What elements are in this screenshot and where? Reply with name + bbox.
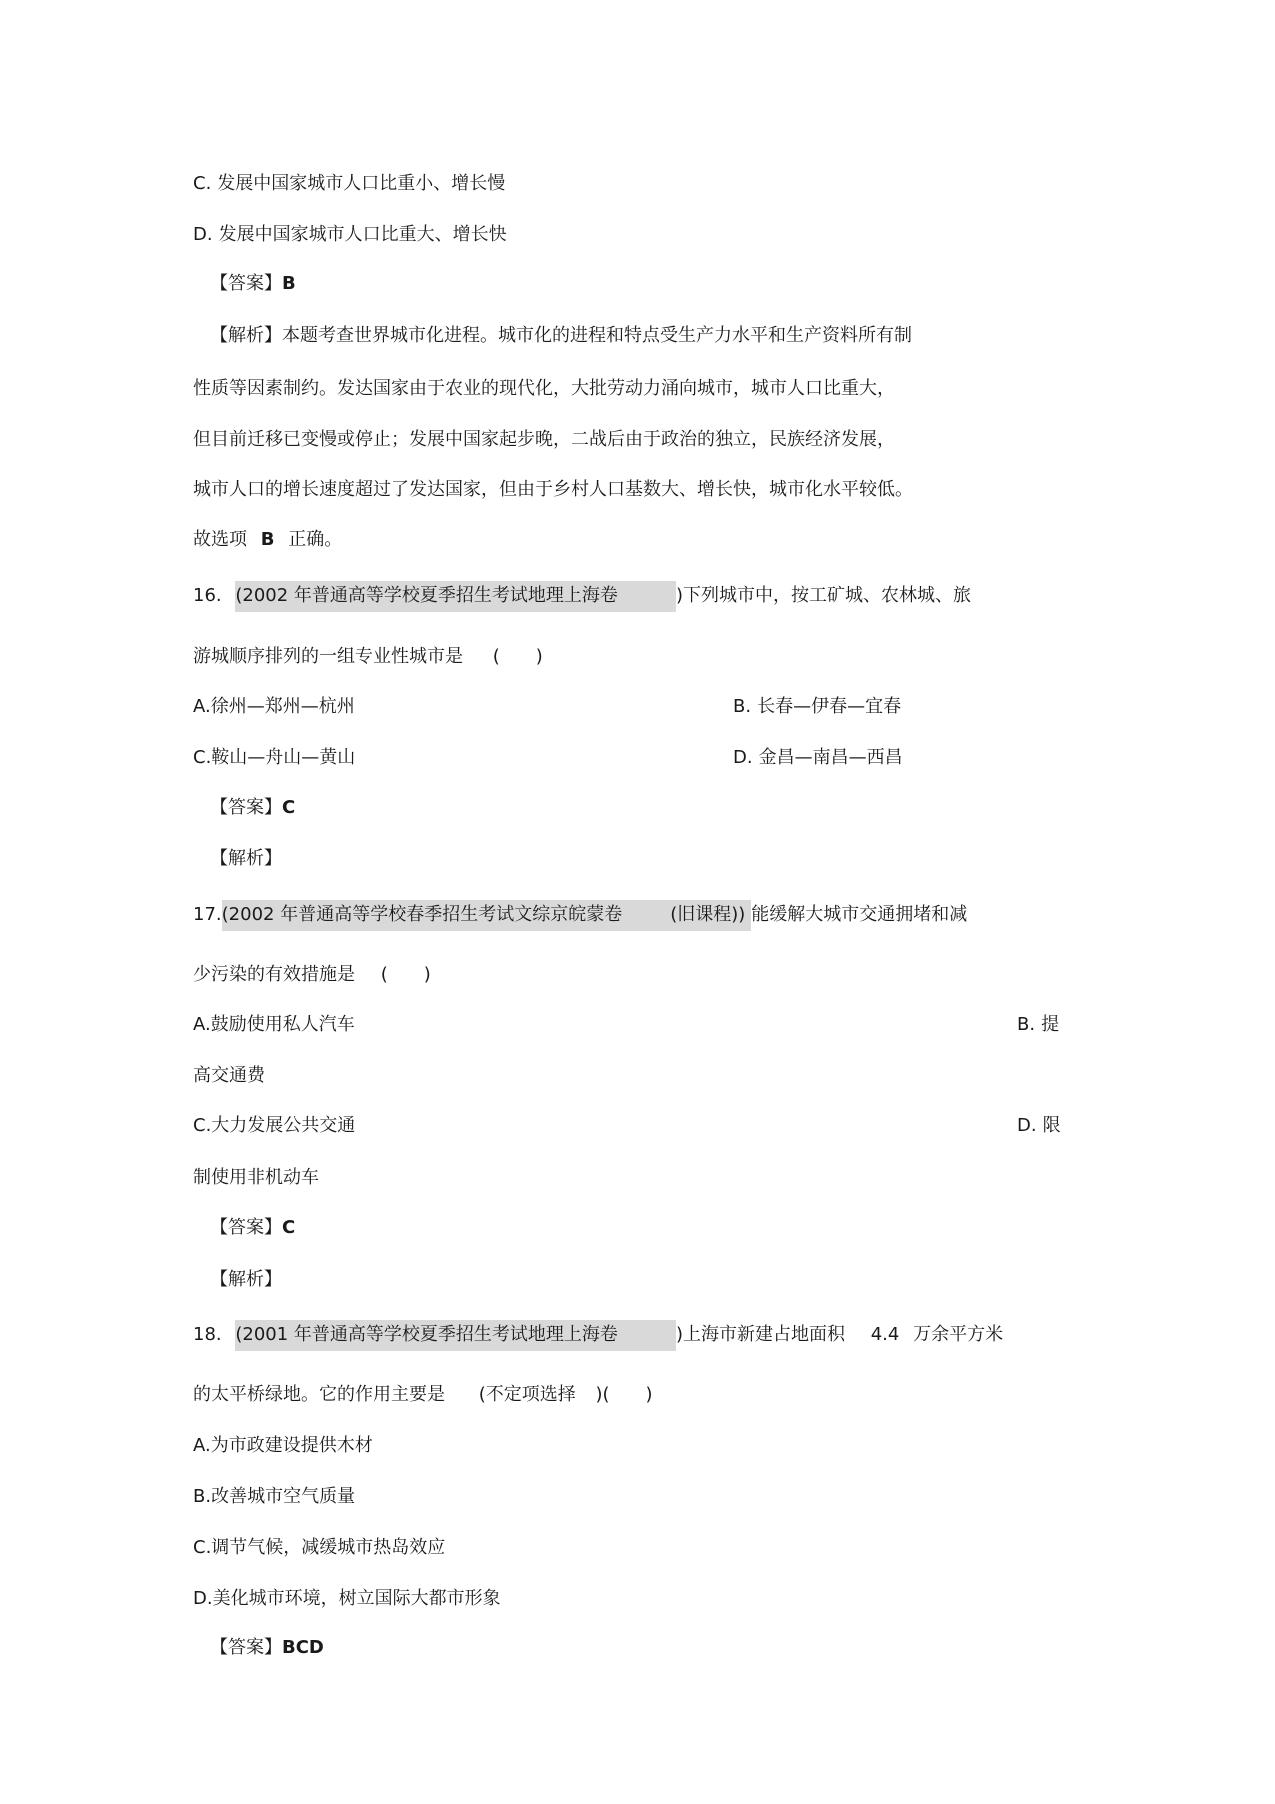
source-close: ) <box>675 1324 683 1345</box>
option-text: 徐州—郑州—杭州 <box>210 696 355 717</box>
q16-option-b <box>733 695 901 719</box>
question-note: (不定项选择 <box>478 1384 576 1405</box>
q18-stem-line-2 <box>193 1383 653 1407</box>
source-close: ) <box>675 585 683 606</box>
option-label: B. <box>1017 1014 1036 1035</box>
q17-analysis: 【解析】 <box>210 1269 282 1290</box>
analysis-text: 正确。 <box>288 529 343 550</box>
q17-option-d-cont: 制使用非机动车 <box>193 1167 319 1188</box>
option-label: C. <box>193 747 212 768</box>
analysis-answer: B <box>260 529 275 550</box>
question-number: 16. <box>193 585 222 606</box>
question-stem: 上海市新建占地面积 <box>682 1324 845 1345</box>
option-text: 大力发展公共交通 <box>211 1115 356 1136</box>
option-label: C. <box>193 1115 212 1136</box>
option-text: 限 <box>1042 1115 1061 1136</box>
option-label: D. <box>1017 1115 1037 1136</box>
analysis-text: 本题考查世界城市化进程。城市化的进程和特点受生产力水平和生产资料所有制 <box>282 325 912 346</box>
option-text: 改善城市空气质量 <box>211 1486 356 1507</box>
option-label: C. <box>193 173 212 194</box>
q16-stem-line-2 <box>193 645 543 669</box>
q17-answer <box>210 1216 295 1240</box>
option-c <box>193 172 505 196</box>
q16-stem-line-1 <box>193 584 971 608</box>
option-label: A. <box>193 696 211 717</box>
q16-option-c <box>193 746 355 770</box>
option-label: A. <box>193 1435 211 1456</box>
analysis-line-3: 但目前迁移已变慢或停止；发展中国家起步晚，二战后由于政治的独立，民族经济发展， <box>193 429 895 450</box>
question-number: 17. <box>193 904 222 925</box>
option-text: 长春—伊春—宜春 <box>757 696 902 717</box>
question-stem: 下列城市中，按工矿城、农林城、旅 <box>682 585 971 606</box>
answer-value: C <box>282 797 296 818</box>
option-label: B. <box>193 1486 212 1507</box>
q18-option-a <box>193 1434 373 1458</box>
option-label: D. <box>193 224 213 245</box>
q16-answer <box>210 796 295 820</box>
q18-stem-line-1 <box>193 1323 1003 1347</box>
answer-blank: ( ) <box>492 646 543 667</box>
q17-option-a <box>193 1013 355 1037</box>
analysis-line-1 <box>210 324 912 348</box>
q17-option-c <box>193 1114 355 1138</box>
q16-option-a <box>193 695 355 719</box>
analysis-line-4: 城市人口的增长速度超过了发达国家，但由于乡村人口基数大、增长快，城市化水平较低。 <box>193 479 913 500</box>
q18-option-c <box>193 1536 445 1560</box>
q18-option-d <box>193 1587 501 1611</box>
option-d <box>193 223 507 247</box>
q18-answer <box>210 1636 324 1660</box>
question-stem-cont: 万余平方米 <box>913 1324 1004 1345</box>
q18-option-b <box>193 1485 355 1509</box>
option-text: 发展中国家城市人口比重大、增长快 <box>218 224 507 245</box>
answer-value: C <box>282 1217 296 1238</box>
question-stem: 的太平桥绿地。它的作用主要是 <box>193 1384 445 1405</box>
stem-number: 4.4 <box>870 1324 900 1345</box>
option-text: 鞍山—舟山—黄山 <box>211 747 356 768</box>
option-label: B. <box>733 696 752 717</box>
option-text: 鼓励使用私人汽车 <box>210 1014 355 1035</box>
answer-blank: ( ) <box>380 964 431 985</box>
option-text: 发展中国家城市人口比重小、增长慢 <box>217 173 506 194</box>
option-text: 调节气候，减缓城市热岛效应 <box>211 1537 446 1558</box>
question-stem: 少污染的有效措施是 <box>193 964 355 985</box>
analysis-text: 故选项 <box>193 529 247 550</box>
question-stem: 能缓解大城市交通拥堵和减 <box>751 904 968 925</box>
option-text: 金昌—南昌—西昌 <box>758 747 903 768</box>
answer-tag: 【答案】 <box>210 273 282 294</box>
q17-option-b <box>1017 1013 1059 1037</box>
answer-value: B <box>282 273 296 294</box>
answer-value: BCD <box>282 1637 324 1658</box>
question-stem: 游城顺序排列的一组专业性城市是 <box>193 646 463 667</box>
analysis-line-2: 性质等因素制约。发达国家由于农业的现代化，大批劳动力涌向城市，城市人口比重大， <box>193 378 895 399</box>
q17-option-d <box>1017 1114 1061 1138</box>
answer-blank: )( ) <box>595 1384 653 1405</box>
answer-tag: 【答案】 <box>210 1637 282 1658</box>
option-label: C. <box>193 1537 212 1558</box>
analysis-tag: 【解析】 <box>210 325 282 346</box>
question-source: (2002 年普通高等学校春季招生考试文综京皖蒙卷 (旧课程)) <box>222 900 752 931</box>
answer-line <box>210 272 296 296</box>
answer-tag: 【答案】 <box>210 797 282 818</box>
question-source: (2001 年普通高等学校夏季招生考试地理上海卷 <box>235 1320 676 1351</box>
q17-stem-line-2 <box>193 963 431 987</box>
option-text: 美化城市环境，树立国际大都市形象 <box>212 1588 501 1609</box>
q16-option-d <box>733 746 903 770</box>
source-note: (旧课程)) <box>670 904 746 925</box>
option-label: D. <box>193 1588 213 1609</box>
option-text: 提 <box>1041 1014 1060 1035</box>
option-label: D. <box>733 747 753 768</box>
option-label: A. <box>193 1014 211 1035</box>
q17-option-b-cont: 高交通费 <box>193 1065 265 1086</box>
q16-analysis: 【解析】 <box>210 848 282 869</box>
question-source: (2002 年普通高等学校夏季招生考试地理上海卷 <box>235 581 676 612</box>
answer-tag: 【答案】 <box>210 1217 282 1238</box>
option-text: 为市政建设提供木材 <box>210 1435 373 1456</box>
analysis-line-5 <box>193 528 342 552</box>
q17-stem-line-1 <box>193 903 967 927</box>
question-number: 18. <box>193 1324 222 1345</box>
